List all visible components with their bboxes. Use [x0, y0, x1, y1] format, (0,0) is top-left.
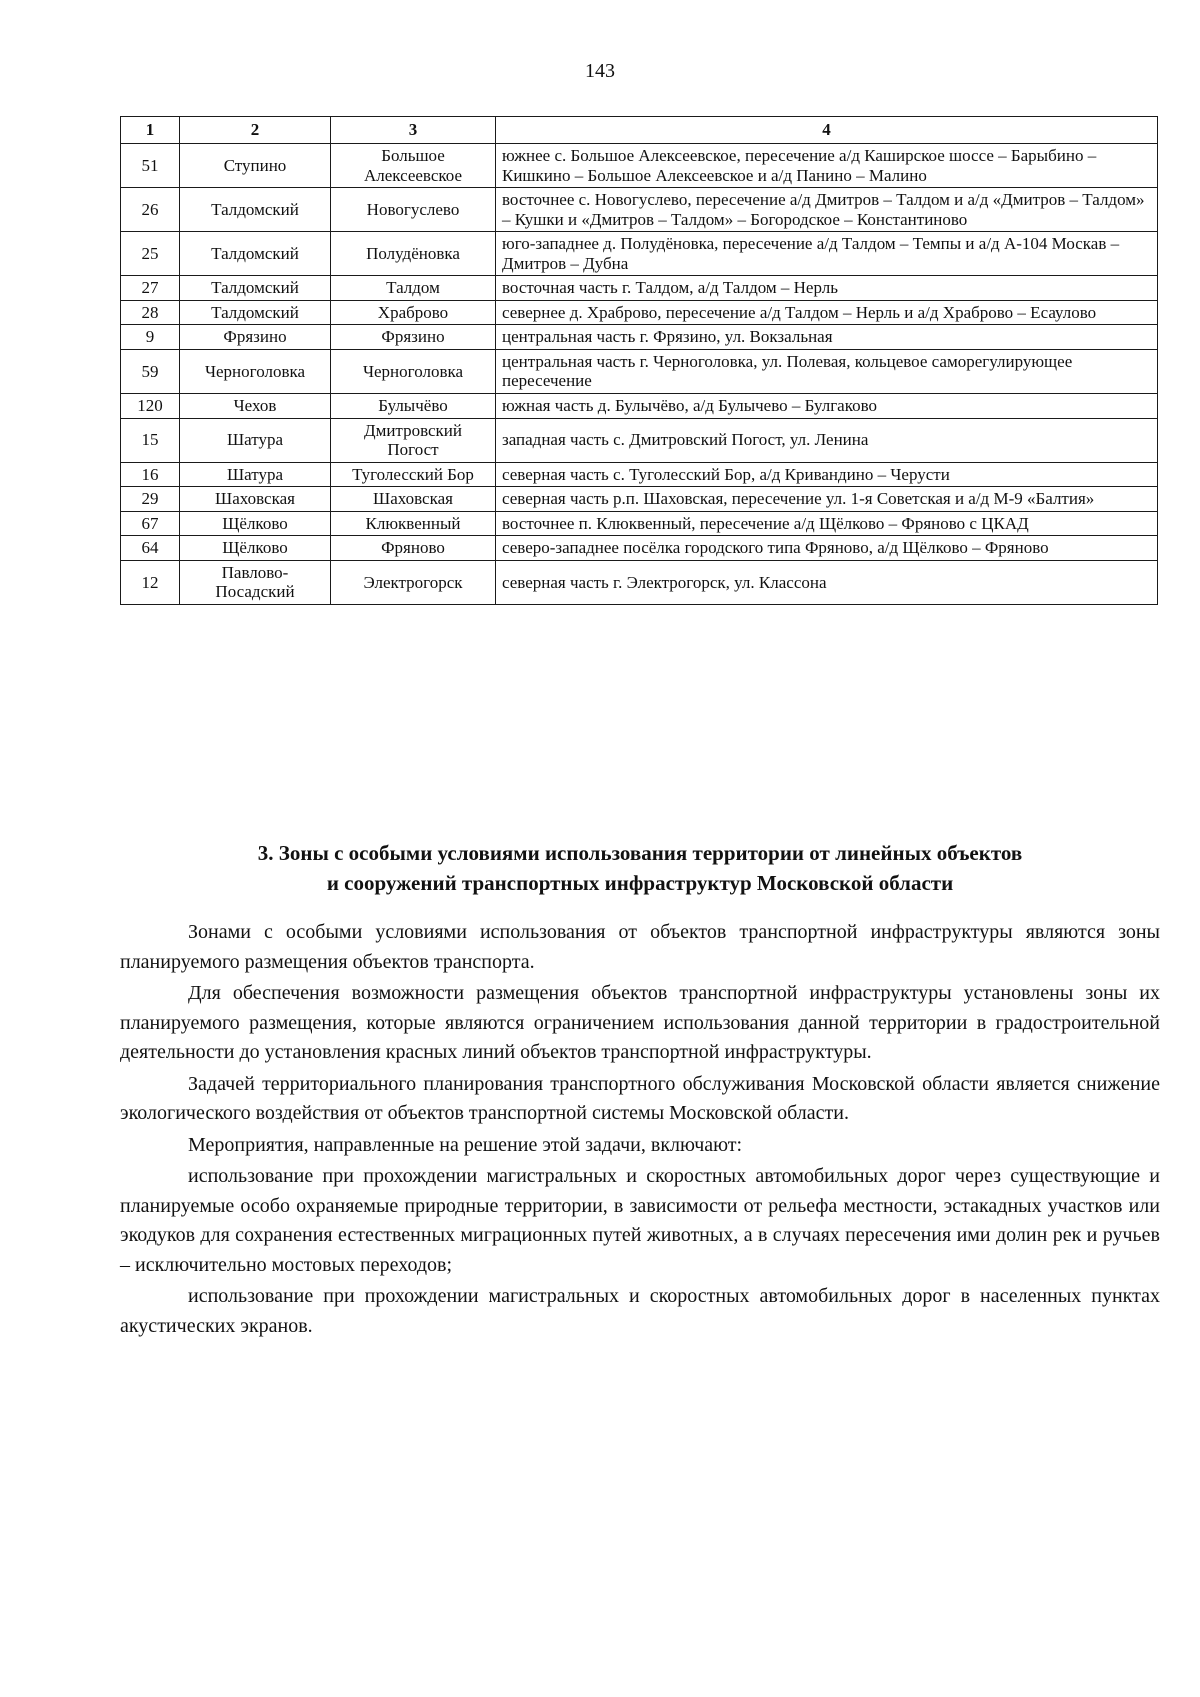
cell-location: центральная часть г. Фрязино, ул. Вокзальная	[496, 325, 1158, 350]
column-header-2: 2	[180, 117, 331, 144]
cell-number: 27	[121, 276, 180, 301]
table-row	[121, 536, 1158, 561]
table-row	[121, 418, 1158, 462]
cell-number: 64	[121, 536, 180, 561]
cell-number: 59	[121, 349, 180, 393]
section-heading	[120, 838, 1160, 898]
table-row	[121, 325, 1158, 350]
section-heading-line-2: и сооружений транспортных инфраструктур Московской области	[326, 871, 954, 895]
cell-number: 51	[121, 144, 180, 188]
cell-settlement: Туголесский Бор	[331, 462, 496, 487]
cell-district: Щёлково	[180, 536, 331, 561]
column-header-3: 3	[331, 117, 496, 144]
cell-settlement: Дмитровский Погост	[331, 418, 496, 462]
paragraph: Для обеспечения возможности размещения объектов транспортной инфраструктуры установлены зоны их планируемого размещения, которые являются ограничением использования данной территории в градостроительной деятельности до установления красных линий объектов транспортной инфраструктуры.	[120, 982, 1160, 1063]
cell-number: 9	[121, 325, 180, 350]
cell-number: 120	[121, 394, 180, 419]
table-row	[121, 394, 1158, 419]
cell-settlement: Булычёво	[331, 394, 496, 419]
cell-district: Шаховская	[180, 487, 331, 512]
table-row	[121, 349, 1158, 393]
cell-number: 29	[121, 487, 180, 512]
cell-number: 15	[121, 418, 180, 462]
cell-district: Ступино	[180, 144, 331, 188]
cell-number: 25	[121, 232, 180, 276]
cell-district: Черноголовка	[180, 349, 331, 393]
table-row	[121, 511, 1158, 536]
cell-number: 12	[121, 560, 180, 604]
cell-number: 28	[121, 300, 180, 325]
cell-settlement: Электрогорск	[331, 560, 496, 604]
cell-location: севернее д. Храброво, пересечение а/д Талдом – Нерль и а/д Храброво – Есаулово	[496, 300, 1158, 325]
cell-number: 26	[121, 188, 180, 232]
cell-settlement: Фрязино	[331, 325, 496, 350]
cell-district: Чехов	[180, 394, 331, 419]
table-row	[121, 188, 1158, 232]
cell-location: северная часть с. Туголесский Бор, а/д Кривандино – Черусти	[496, 462, 1158, 487]
page-number: 143	[585, 60, 615, 82]
cell-settlement: Клюквенный	[331, 511, 496, 536]
paragraph: Задачей территориального планирования транспортного обслуживания Московской области является снижение экологического воздействия от объектов транспортной системы Московской области.	[120, 1072, 1160, 1124]
paragraph: использование при прохождении магистральных и скоростных автомобильных дорог через существующие и планируемые особо охраняемые природные территории, в зависимости от рельефа местности, эстакадных участков или экодуков для сохранения естественных миграционных путей животных, а в случаях пересечения ими долин рек и ручьев – исключительно мостовых переходов;	[120, 1165, 1160, 1276]
table-row	[121, 276, 1158, 301]
table-body	[121, 144, 1158, 605]
cell-settlement: Талдом	[331, 276, 496, 301]
cell-settlement: Полудёновка	[331, 232, 496, 276]
cell-settlement: Черноголовка	[331, 349, 496, 393]
cell-location: северо-западнее посёлка городского типа Фряново, а/д Щёлково – Фряново	[496, 536, 1158, 561]
cell-district: Шатура	[180, 462, 331, 487]
table-row	[121, 232, 1158, 276]
cell-number: 67	[121, 511, 180, 536]
cell-location: северная часть г. Электрогорск, ул. Классона	[496, 560, 1158, 604]
cell-location: восточнее с. Новогуслево, пересечение а/д Дмитров – Талдом и а/д «Дмитров – Талдом» – Кушки и «Дмитров – Талдом» – Богородское – Константиново	[496, 188, 1158, 232]
cell-location: восточная часть г. Талдом, а/д Талдом – Нерль	[496, 276, 1158, 301]
paragraph: Мероприятия, направленные на решение этой задачи, включают:	[188, 1133, 743, 1156]
section-body	[120, 918, 1160, 1343]
cell-district: Шатура	[180, 418, 331, 462]
cell-location: южнее с. Большое Алексеевское, пересечение а/д Каширское шоссе – Барыбино – Кишкино – Большое Алексеевское и а/д Панино – Малино	[496, 144, 1158, 188]
cell-location: южная часть д. Булычёво, а/д Булычево – Булгаково	[496, 394, 1158, 419]
paragraph: Зонами с особыми условиями использования от объектов транспортной инфраструктуры являются зоны планируемого размещения объектов транспорта.	[120, 921, 1160, 973]
cell-district: Фрязино	[180, 325, 331, 350]
cell-district: Талдомский	[180, 300, 331, 325]
cell-location: восточнее п. Клюквенный, пересечение а/д Щёлково – Фряново с ЦКАД	[496, 511, 1158, 536]
cell-settlement: Фряново	[331, 536, 496, 561]
cell-location: северная часть р.п. Шаховская, пересечение ул. 1-я Советская и а/д М-9 «Балтия»	[496, 487, 1158, 512]
table-header-row	[121, 117, 1158, 144]
cell-location: западная часть с. Дмитровский Погост, ул. Ленина	[496, 418, 1158, 462]
cell-settlement: Большое Алексеевское	[331, 144, 496, 188]
column-header-4: 4	[496, 117, 1158, 144]
cell-settlement: Новогуслево	[331, 188, 496, 232]
cell-district: Талдомский	[180, 276, 331, 301]
paragraph: использование при прохождении магистральных и скоростных автомобильных дорог в населенных пунктах акустических экранов.	[120, 1285, 1160, 1337]
column-header-1: 1	[121, 117, 180, 144]
cell-location: юго-западнее д. Полудёновка, пересечение а/д Талдом – Темпы и а/д А-104 Москав – Дмитров – Дубна	[496, 232, 1158, 276]
cell-district: Щёлково	[180, 511, 331, 536]
cell-district: Талдомский	[180, 188, 331, 232]
section-heading-line-1: 3. Зоны с особыми условиями использования территории от линейных объектов	[257, 841, 1023, 865]
intersections-table	[120, 116, 1158, 605]
cell-settlement: Храброво	[331, 300, 496, 325]
cell-settlement: Шаховская	[331, 487, 496, 512]
table-row	[121, 560, 1158, 604]
cell-location: центральная часть г. Черноголовка, ул. Полевая, кольцевое саморегулирующее пересечение	[496, 349, 1158, 393]
table-row	[121, 300, 1158, 325]
cell-district: Талдомский	[180, 232, 331, 276]
table-row	[121, 144, 1158, 188]
cell-number: 16	[121, 462, 180, 487]
cell-district: Павлово-Посадский	[180, 560, 331, 604]
table-row	[121, 487, 1158, 512]
table-row	[121, 462, 1158, 487]
